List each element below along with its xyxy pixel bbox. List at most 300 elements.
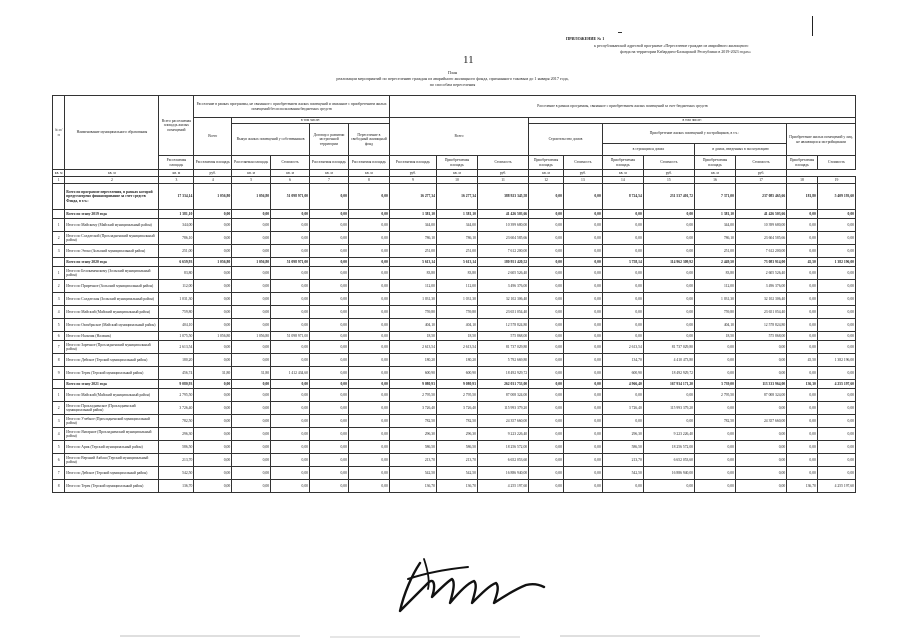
value-cell: 0,00 [232, 380, 271, 389]
municipality-name: Итого по Белокаменскому (Зольский муниципальный район) [65, 267, 159, 280]
column-number: 3 [159, 177, 194, 184]
value-cell: 251,00 [389, 245, 436, 258]
value-cell: 0,00 [529, 184, 564, 210]
value-cell: 0,00 [529, 428, 564, 441]
value-cell: 586,50 [159, 441, 194, 454]
value-cell: 0,00 [787, 280, 818, 293]
th-sub-area: Расселяемая площадь [310, 156, 349, 170]
value-cell: 0,00 [529, 219, 564, 232]
value-cell: 0,00 [735, 367, 786, 380]
value-cell: 5 409 193,60 [817, 184, 855, 210]
value-cell: 2 613,54 [436, 341, 477, 354]
value-cell: 0,00 [529, 341, 564, 354]
municipality-name: Всего по этапу 2020 года [65, 258, 159, 267]
value-cell: 0,00 [194, 293, 232, 306]
value-cell: 759,80 [436, 306, 477, 319]
th-area-total: Всего расселяемая площадь жилых помещений [159, 96, 194, 156]
th-g2-total: Всего [389, 118, 528, 156]
value-cell: 3 496 376,00 [477, 280, 528, 293]
column-number: 16 [695, 177, 736, 184]
value-cell: 0,00 [310, 219, 349, 232]
value-cell: 0,00 [787, 267, 818, 280]
unit-rub: руб. [477, 170, 528, 177]
value-cell: 41 426 503,66 [477, 210, 528, 219]
value-cell: 0,00 [348, 332, 389, 341]
value-cell: 0,00 [787, 454, 818, 467]
value-cell: 1 056,80 [232, 332, 271, 341]
value-cell: 0,00 [643, 480, 694, 493]
value-cell: 0,00 [194, 389, 232, 402]
value-cell: 0,00 [348, 389, 389, 402]
row-number: 4 [53, 306, 65, 319]
row-number: 1 [53, 267, 65, 280]
value-cell: 18,50 [436, 332, 477, 341]
value-cell: 0,00 [563, 415, 602, 428]
row-number [53, 380, 65, 389]
value-cell: 0,00 [817, 367, 855, 380]
value-cell: 0,00 [271, 341, 310, 354]
row-number: 2 [53, 232, 65, 245]
value-cell: 0,00 [232, 467, 271, 480]
table-row [53, 441, 856, 454]
value-cell: 136,30 [787, 380, 818, 389]
unit-m2: кв. м [310, 170, 349, 177]
value-cell: 0,00 [232, 402, 271, 415]
value-cell: 0,00 [232, 293, 271, 306]
value-cell: 1 056,80 [232, 184, 271, 210]
municipality-name: Итого по Солдатской (Прохладненский муниципальный район) [65, 232, 159, 245]
value-cell: 23 604 585,66 [735, 232, 786, 245]
value-cell: 2 795,50 [389, 389, 436, 402]
th-g1-total: Всего [194, 118, 232, 156]
value-cell: 213,70 [159, 454, 194, 467]
value-cell: 4 966,40 [602, 380, 643, 389]
value-cell: 0,00 [817, 332, 855, 341]
value-cell: 0,00 [695, 367, 736, 380]
value-cell: 586,50 [436, 441, 477, 454]
value-cell: 575 868,00 [735, 332, 786, 341]
column-number: 14 [602, 177, 643, 184]
value-cell: 0,00 [529, 332, 564, 341]
value-cell: 0,00 [348, 219, 389, 232]
value-cell: 0,00 [602, 319, 643, 332]
value-cell: 0,00 [643, 332, 694, 341]
value-cell: 231 537 401,72 [643, 184, 694, 210]
municipality-name: Итого по Дейское (Терский муниципальный район) [65, 467, 159, 480]
th-nr: № п/п [53, 96, 65, 170]
value-cell: 0,00 [310, 454, 349, 467]
value-cell: 0,00 [529, 280, 564, 293]
value-cell: 136,70 [436, 480, 477, 493]
value-cell: 1 381,10 [436, 210, 477, 219]
municipality-name: Итого по Арик (Терский муниципальный район) [65, 441, 159, 454]
value-cell: 0,00 [563, 441, 602, 454]
value-cell: 0,00 [563, 184, 602, 210]
value-cell: 3 726,40 [602, 402, 643, 415]
value-cell: 17 334,14 [159, 184, 194, 210]
value-cell: 0,00 [271, 428, 310, 441]
row-number [53, 258, 65, 267]
value-cell: 0,00 [643, 319, 694, 332]
table-row [53, 428, 856, 441]
unit-m2: кв. м [271, 170, 310, 177]
th-sub-cost: Стоимость [735, 156, 786, 170]
value-cell: 0,00 [787, 428, 818, 441]
value-cell: 0,00 [563, 332, 602, 341]
municipality-name: Итого по Майский (Майский муниципальный район) [65, 389, 159, 402]
unit-m2: кв. м [232, 170, 271, 177]
value-cell: 45,50 [787, 354, 818, 367]
value-cell: 344,00 [389, 219, 436, 232]
value-cell: 2 613,54 [159, 341, 194, 354]
municipality-name: Итого по Дейское (Терский муниципальный район) [65, 354, 159, 367]
value-cell: 83,80 [436, 267, 477, 280]
value-cell: 782,50 [436, 415, 477, 428]
th-sub-cost: Стоимость [271, 156, 310, 170]
value-cell: 115 993 379,20 [643, 402, 694, 415]
value-cell: 0,00 [643, 210, 694, 219]
value-cell: 344,00 [695, 219, 736, 232]
unit-m2: кв. м [436, 170, 477, 177]
th-sub-acq: Приобретаемая площадь [436, 156, 477, 170]
value-cell: 0,00 [348, 341, 389, 354]
municipality-name: Итого по Этоко (Зольский муниципальный район) [65, 245, 159, 258]
table-total-row [53, 210, 856, 219]
value-cell: 0,00 [643, 415, 694, 428]
value-cell: 388 923 345,58 [477, 184, 528, 210]
value-cell: 0,00 [563, 232, 602, 245]
unit-m2: кв. м [602, 170, 643, 177]
column-number: 6 [271, 177, 310, 184]
value-cell: 0,00 [348, 258, 389, 267]
th-sub-area: Расселяемая площадь [348, 156, 389, 170]
value-cell: 0,00 [787, 389, 818, 402]
value-cell: 0,00 [817, 428, 855, 441]
value-cell: 3 496 376,00 [735, 280, 786, 293]
value-cell: 0,00 [817, 415, 855, 428]
th-g1-incl: в том числе: [232, 118, 390, 124]
value-cell: 0,00 [310, 467, 349, 480]
value-cell: 112,00 [389, 280, 436, 293]
unit-m2: кв. м [348, 170, 389, 177]
column-number: 11 [477, 177, 528, 184]
value-cell: 0,00 [563, 245, 602, 258]
row-number: 1 [53, 219, 65, 232]
value-cell: 0,00 [310, 319, 349, 332]
value-cell: 24 357 660,00 [735, 415, 786, 428]
value-cell: 7 371,00 [695, 184, 736, 210]
value-cell: 0,00 [271, 380, 310, 389]
value-cell: 1 056,80 [194, 332, 232, 341]
row-number: 8 [53, 354, 65, 367]
value-cell: 3 726,40 [159, 402, 194, 415]
value-cell: 0,00 [817, 293, 855, 306]
value-cell: 0,00 [271, 232, 310, 245]
value-cell: 0,00 [194, 402, 232, 415]
value-cell: 31,80 [194, 367, 232, 380]
value-cell: 759,80 [389, 306, 436, 319]
units-row [53, 170, 856, 177]
value-cell: 0,00 [348, 354, 389, 367]
value-cell: 0,00 [194, 341, 232, 354]
value-cell: 0,00 [529, 415, 564, 428]
value-cell: 3 726,40 [436, 402, 477, 415]
value-cell: 0,00 [348, 428, 389, 441]
value-cell: 0,00 [529, 258, 564, 267]
appendix-line-3: фонда на территории Кабардино-Балкарской Республики в 2019-2023 годах» [620, 49, 751, 54]
table-row [53, 232, 856, 245]
value-cell: 0,00 [643, 219, 694, 232]
value-cell: 18 492 929,72 [643, 367, 694, 380]
value-cell: 18,50 [695, 332, 736, 341]
value-cell: 31,80 [232, 367, 271, 380]
value-cell: 1 382 196,00 [817, 354, 855, 367]
value-cell: 0,00 [817, 319, 855, 332]
value-cell: 51 098 971,00 [271, 258, 310, 267]
table-row [53, 454, 856, 467]
value-cell: 782,50 [159, 415, 194, 428]
value-cell: 10 399 680,00 [735, 219, 786, 232]
municipality-name: Итого по Майский (Майский муниципальный район) [65, 306, 159, 319]
value-cell: 0,00 [271, 454, 310, 467]
table-total-row [53, 258, 856, 267]
value-cell: 112,00 [159, 280, 194, 293]
value-cell: 0,00 [787, 293, 818, 306]
value-cell: 0,00 [735, 354, 786, 367]
value-cell: 0,00 [232, 389, 271, 402]
value-cell: 586,50 [602, 441, 643, 454]
value-cell: 6 652 053,60 [477, 454, 528, 467]
value-cell: 2 605 526,40 [735, 267, 786, 280]
value-cell: 0,00 [232, 415, 271, 428]
value-cell: 0,00 [529, 441, 564, 454]
value-cell: 1 075,50 [159, 332, 194, 341]
value-cell: 0,00 [787, 467, 818, 480]
value-cell: 0,00 [232, 428, 271, 441]
value-cell: 0,00 [232, 306, 271, 319]
value-cell: 0,00 [194, 210, 232, 219]
value-cell: 16 886 940,00 [643, 467, 694, 480]
table-row [53, 341, 856, 354]
value-cell: 4 410 473,80 [643, 354, 694, 367]
value-cell: 12 578 824,80 [735, 319, 786, 332]
value-cell: 0,00 [735, 341, 786, 354]
unit-m2: кв. м [53, 170, 65, 177]
value-cell: 23 651 054,40 [735, 306, 786, 319]
value-cell: 83,80 [695, 267, 736, 280]
value-cell: 0,00 [602, 245, 643, 258]
value-cell: 0,00 [194, 480, 232, 493]
value-cell: 600,90 [602, 367, 643, 380]
value-cell: 344,00 [436, 219, 477, 232]
value-cell: 0,00 [787, 441, 818, 454]
table-row [53, 480, 856, 493]
value-cell: 0,00 [563, 402, 602, 415]
value-cell: 0,00 [529, 367, 564, 380]
value-cell: 0,00 [787, 341, 818, 354]
value-cell: 0,00 [529, 319, 564, 332]
th-sub-acq: Приобретаемая площадь [602, 156, 643, 170]
table-body [53, 177, 856, 493]
column-number: 9 [389, 177, 436, 184]
value-cell: 0,00 [194, 441, 232, 454]
value-cell: 16 277,34 [389, 184, 436, 210]
municipality-name: Итого по Солдатская (Зольский муниципальный район) [65, 293, 159, 306]
value-cell: 0,00 [695, 428, 736, 441]
value-cell: 2 449,50 [695, 258, 736, 267]
value-cell: 16 886 940,00 [477, 467, 528, 480]
value-cell: 7 612 200,00 [477, 245, 528, 258]
column-number: 18 [787, 177, 818, 184]
value-cell: 0,00 [787, 332, 818, 341]
column-number: 4 [194, 177, 232, 184]
value-cell: 0,00 [232, 267, 271, 280]
value-cell: 0,00 [348, 380, 389, 389]
value-cell: 0,00 [787, 367, 818, 380]
value-cell: 0,00 [787, 306, 818, 319]
value-cell: 0,00 [310, 354, 349, 367]
value-cell: 0,00 [529, 267, 564, 280]
value-cell: 0,00 [817, 441, 855, 454]
th-developer-purchase: Приобретение жилых помещений у застройщиков, в т.ч.: [602, 124, 786, 144]
value-cell: 1 382 196,00 [817, 258, 855, 267]
value-cell: 586,50 [389, 441, 436, 454]
value-cell: 0,00 [310, 210, 349, 219]
column-number: 10 [436, 177, 477, 184]
value-cell: 0,00 [563, 428, 602, 441]
value-cell: 296,30 [602, 428, 643, 441]
value-cell: 2 795,50 [159, 389, 194, 402]
value-cell: 600,90 [436, 367, 477, 380]
row-number: 6 [53, 332, 65, 341]
th-sub-acq: Приобретаемая площадь [529, 156, 564, 170]
table-row [53, 354, 856, 367]
th-free-fund: Переселение в свободный жилищный фонд [348, 124, 389, 156]
unit-m2: кв. м [65, 170, 159, 177]
value-cell: 81 737 029,80 [477, 341, 528, 354]
column-number: 1 [53, 177, 65, 184]
row-number: 4 [53, 428, 65, 441]
value-cell: 0,00 [232, 454, 271, 467]
column-number: 13 [563, 177, 602, 184]
th-sub-cost: Стоимость [643, 156, 694, 170]
value-cell: 251,00 [695, 245, 736, 258]
value-cell: 7 612 200,00 [735, 245, 786, 258]
value-cell: 0,00 [787, 415, 818, 428]
value-cell: 0,00 [271, 415, 310, 428]
value-cell: 115 993 379,20 [477, 402, 528, 415]
value-cell: 213,70 [389, 454, 436, 467]
value-cell: 113 333 964,00 [735, 380, 786, 389]
value-cell: 0,00 [563, 389, 602, 402]
value-cell: 0,00 [787, 232, 818, 245]
value-cell: 0,00 [310, 428, 349, 441]
value-cell: 213,70 [436, 454, 477, 467]
value-cell: 0,00 [563, 293, 602, 306]
th-commissioned: в домах, введенных в эксплуатацию [695, 144, 787, 156]
value-cell: 136,70 [787, 480, 818, 493]
table-row [53, 245, 856, 258]
value-cell: 759,80 [159, 306, 194, 319]
value-cell: 1 381,10 [389, 210, 436, 219]
value-cell: 0,00 [348, 280, 389, 293]
column-number: 2 [65, 177, 159, 184]
value-cell: 9 223 226,40 [643, 428, 694, 441]
value-cell: 0,00 [695, 454, 736, 467]
value-cell: 0,00 [643, 306, 694, 319]
value-cell: 0,00 [602, 415, 643, 428]
value-cell: 0,00 [232, 341, 271, 354]
value-cell: 0,00 [348, 480, 389, 493]
value-cell: 23 651 054,40 [477, 306, 528, 319]
value-cell: 0,00 [563, 341, 602, 354]
value-cell: 1 031,30 [389, 293, 436, 306]
value-cell: 0,00 [232, 354, 271, 367]
table-row [53, 267, 856, 280]
table-row [53, 389, 856, 402]
value-cell: 0,00 [787, 319, 818, 332]
value-cell: 0,00 [310, 441, 349, 454]
value-cell: 237 085 465,66 [735, 184, 786, 210]
value-cell: 4 255 197,60 [477, 480, 528, 493]
value-cell: 0,00 [735, 467, 786, 480]
value-cell: 167 934 171,20 [643, 380, 694, 389]
row-number: 3 [53, 293, 65, 306]
value-cell: 786,10 [695, 232, 736, 245]
value-cell: 41 426 503,66 [735, 210, 786, 219]
value-cell: 0,00 [563, 280, 602, 293]
value-cell: 0,00 [194, 428, 232, 441]
row-number: 3 [53, 245, 65, 258]
table-row [53, 280, 856, 293]
value-cell: 4 255 197,60 [817, 380, 855, 389]
value-cell: 0,00 [563, 267, 602, 280]
value-cell: 404,10 [695, 319, 736, 332]
value-cell: 0,00 [348, 467, 389, 480]
value-cell: 251,00 [436, 245, 477, 258]
table-row [53, 402, 856, 415]
municipality-name: Итого по Учебное (Прохладненский муниципальный район) [65, 415, 159, 428]
value-cell: 0,00 [232, 480, 271, 493]
value-cell: 542,50 [389, 467, 436, 480]
value-cell: 0,00 [271, 293, 310, 306]
value-cell: 18,50 [389, 332, 436, 341]
value-cell: 83,80 [389, 267, 436, 280]
value-cell: 404,10 [436, 319, 477, 332]
value-cell: 112,00 [695, 280, 736, 293]
value-cell: 0,00 [310, 184, 349, 210]
unit-rub: руб. [389, 170, 436, 177]
value-cell: 8 724,54 [602, 184, 643, 210]
value-cell: 9 080,93 [389, 380, 436, 389]
margin-vertical-rule [812, 16, 813, 36]
row-number [53, 210, 65, 219]
value-cell: 0,00 [348, 402, 389, 415]
value-cell: 0,00 [817, 219, 855, 232]
value-cell: 0,00 [348, 267, 389, 280]
value-cell: 51 098 971,00 [271, 184, 310, 210]
value-cell: 0,00 [817, 467, 855, 480]
value-cell: 83,80 [159, 267, 194, 280]
column-number: 8 [348, 177, 389, 184]
value-cell: 0,00 [194, 319, 232, 332]
unit-rub: руб. [735, 170, 786, 177]
value-cell: 0,00 [348, 415, 389, 428]
municipality-name: Итого по Верхний Акбаш (Терский муниципальный район) [65, 454, 159, 467]
value-cell: 0,00 [643, 267, 694, 280]
municipality-name: Итого по Янтарное (Прохладненский муниципальный район) [65, 428, 159, 441]
value-cell: 0,00 [232, 280, 271, 293]
